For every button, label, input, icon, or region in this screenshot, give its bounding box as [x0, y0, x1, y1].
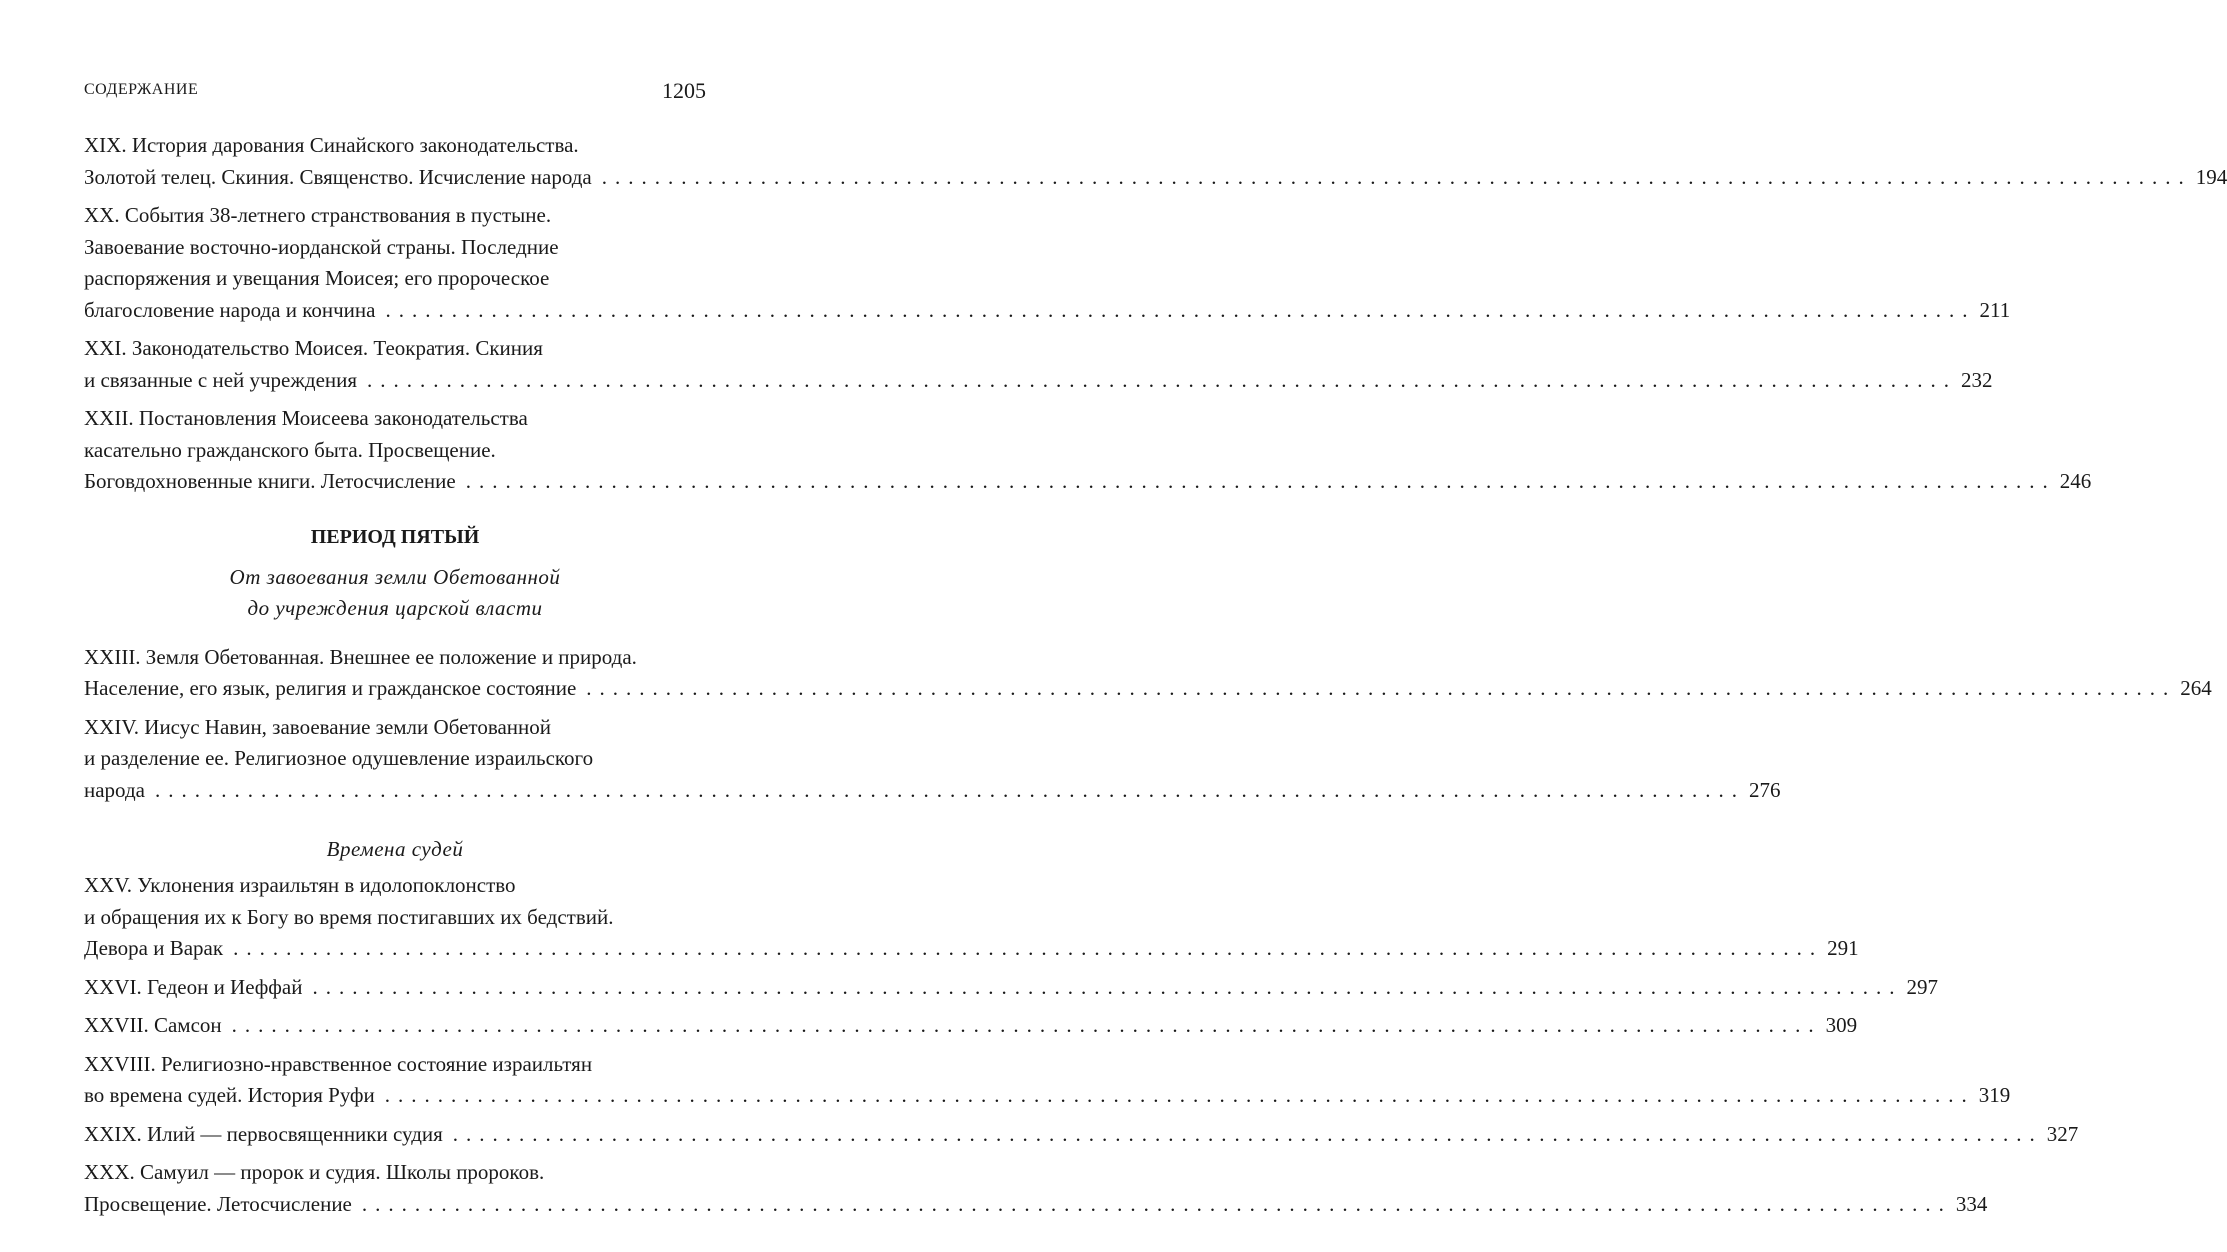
toc-entry-line: XXIV. Иисус Навин, завоевание земли Обетованной: [84, 714, 551, 739]
toc-entry-last-line: [84, 972, 1938, 1004]
dot-leader: ........................................................................................................................: [385, 297, 1976, 322]
period-subtitle-line: до учреждения царской власти: [247, 595, 543, 620]
toc-entry-last-line: [84, 673, 2212, 705]
toc-entry-text: и связанные с ней учреждения: [84, 367, 358, 392]
toc-entry[interactable]: [84, 1010, 1858, 1042]
toc-entry-text: благословение народа и кончина: [84, 297, 376, 322]
toc-entry-line: XIX. История дарования Синайского законодательства.: [84, 133, 579, 157]
dot-leader: ........................................................................................................................: [367, 367, 1958, 392]
toc-entry-last-line: [84, 365, 1993, 397]
toc-entry-text: во времена судей. История Руфи: [84, 1083, 375, 1107]
toc-entry[interactable]: [84, 1119, 2079, 1151]
toc-entry[interactable]: [84, 870, 1859, 965]
toc-entry-line: XXIII. Земля Обетованная. Внешнее ее положение и природа.: [84, 644, 637, 669]
toc-entry[interactable]: [84, 1157, 1988, 1220]
toc-entry-line: XXI. Законодательство Моисея. Теократия. Скиния: [84, 336, 543, 360]
toc-entry-line: XXVIII. Религиозно-нравственное состояние израильтян: [84, 1051, 593, 1076]
toc-entry[interactable]: [84, 972, 1938, 1004]
dot-leader: ........................................................................................................................: [384, 1083, 1975, 1107]
toc-entry-last-line: [84, 1010, 1858, 1042]
toc-entry-text: Золотой телец. Скиния. Священство. Исчисление народа: [84, 164, 592, 189]
toc-entry-page: 246: [2059, 469, 2092, 493]
dot-leader: ........................................................................................................................: [361, 1191, 1952, 1216]
toc-entry[interactable]: [84, 403, 2092, 498]
toc-entry-text: Боговдохновенные книги. Летосчисление: [84, 469, 456, 493]
dot-leader: ........................................................................................................................: [601, 164, 2192, 189]
period-subtitle-line: От завоевания земли Обетованной: [229, 564, 561, 589]
toc-group-c: [84, 870, 2079, 1220]
toc-entry-line: и обращения их к Богу во время постигавших их бедствий.: [84, 904, 614, 929]
dot-leader: ........................................................................................................................: [231, 1013, 1822, 1037]
toc-entry-page: 291: [1827, 936, 1859, 960]
toc-entry[interactable]: [84, 642, 2212, 705]
period-subtitle: [84, 562, 706, 624]
toc-entry[interactable]: [84, 1049, 2011, 1112]
toc-entry-text: Девора и Варак: [84, 936, 224, 960]
toc-entry[interactable]: [84, 333, 1993, 396]
toc-entry-line: XX. События 38-летнего странствования в пустыне.: [84, 203, 552, 227]
toc-entry-last-line: [84, 1189, 1988, 1221]
toc-entry-line: и разделение ее. Религиозное одушевление израильского: [84, 746, 594, 770]
toc-entry[interactable]: [84, 712, 1781, 807]
toc-entry-page: 264: [2180, 676, 2212, 700]
dot-leader: ........................................................................................................................: [465, 469, 2056, 493]
dot-leader: ........................................................................................................................: [233, 936, 1824, 960]
toc-entry-page: 334: [1955, 1191, 1988, 1216]
toc-entry-last-line: [84, 466, 2092, 498]
toc-entry-page: 211: [1979, 297, 2011, 322]
toc-entry-last-line: [84, 775, 1781, 807]
toc-group-a: [84, 130, 2227, 498]
dot-leader: ........................................................................................................................: [154, 777, 1745, 802]
toc-entry-line: XXV. Уклонения израильтян в идолопоклонство: [84, 873, 516, 897]
toc-entry-text: XXVII. Самсон: [84, 1013, 222, 1037]
period-title: ПЕРИОД ПЯТЫЙ: [310, 525, 480, 548]
toc-entry-page: 319: [1978, 1083, 2011, 1107]
toc-entry-last-line: [84, 295, 2011, 327]
table-of-contents: [84, 130, 2227, 1227]
toc-entry-text: XXIX. Илий — первосвященники судия: [84, 1121, 443, 1146]
toc-group-b: [84, 642, 2212, 807]
toc-entry-page: 276: [1748, 777, 1781, 802]
page-number: 1205: [662, 78, 706, 103]
toc-entry-text: народа: [84, 777, 145, 802]
toc-entry-line: XXX. Самуил — пророк и судия. Школы пророков.: [84, 1160, 545, 1184]
toc-entry[interactable]: [84, 200, 2011, 326]
toc-entry-line: распоряжения и увещания Моисея; его пророческое: [84, 266, 550, 290]
toc-entry-page: 232: [1961, 367, 1993, 392]
dot-leader: ........................................................................................................................: [586, 676, 2177, 700]
toc-entry-line: касательно гражданского быта. Просвещение.: [84, 437, 496, 462]
toc-entry-last-line: [84, 933, 1859, 965]
dot-leader: ........................................................................................................................: [312, 974, 1903, 999]
toc-entry-page: 297: [1906, 974, 1938, 999]
toc-entry-last-line: [84, 162, 2227, 194]
toc-entry-line: Завоевание восточно-иорданской страны. Последние: [84, 234, 559, 259]
toc-entry-text: XXVI. Гедеон и Иеффай: [84, 974, 303, 999]
running-title: СОДЕРЖАНИЕ: [84, 81, 199, 98]
toc-entry-page: 194: [2195, 164, 2227, 189]
toc-entry-page: 327: [2046, 1121, 2079, 1146]
toc-entry[interactable]: [84, 130, 2227, 193]
dot-leader: ........................................................................................................................: [452, 1121, 2043, 1146]
page-header: [84, 78, 706, 104]
toc-entry-page: 309: [1825, 1013, 1858, 1037]
toc-entry-text: Просвещение. Летосчисление: [84, 1191, 352, 1216]
toc-entry-line: XXII. Постановления Моисеева законодательства: [84, 406, 528, 430]
toc-entry-last-line: [84, 1080, 2011, 1112]
toc-entry-text: Население, его язык, религия и гражданское состояние: [84, 676, 577, 700]
subsection-title: Времена судей: [326, 837, 464, 861]
toc-entry-last-line: [84, 1119, 2079, 1151]
